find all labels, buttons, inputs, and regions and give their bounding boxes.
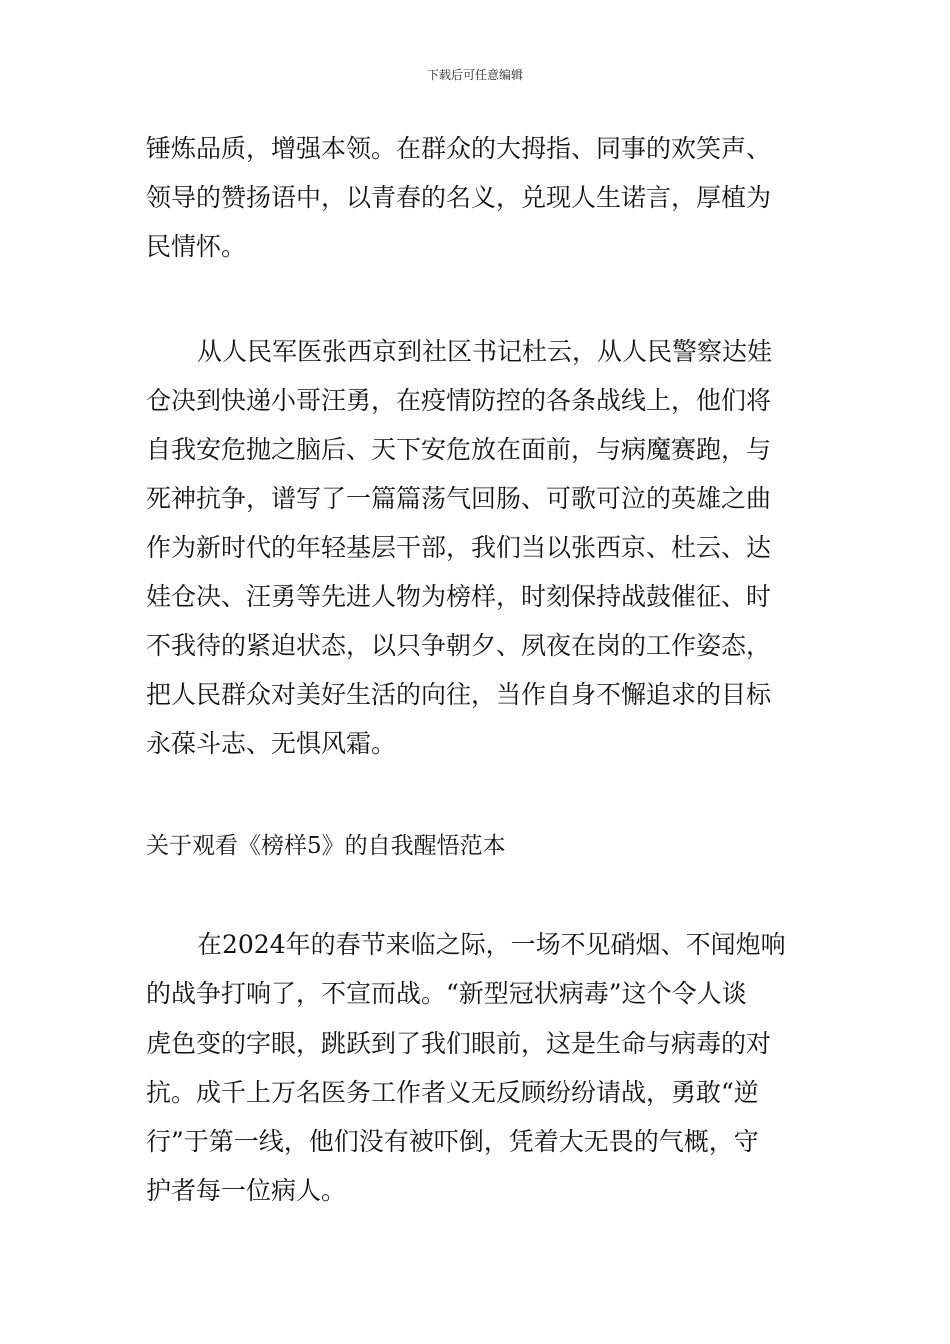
paragraph-line: 死神抗争，谱写了一篇篇荡气回肠、可歌可泣的英雄之曲	[146, 484, 772, 513]
paragraph-line: 锤炼品质，增强本领。在群众的大拇指、同事的欢笑声、	[146, 134, 772, 163]
paragraph-line: 作为新时代的年轻基层干部，我们当以张西京、杜云、达	[146, 533, 772, 562]
paragraph-line: 把人民群众对美好生活的向往，当作自身不懈追求的目标	[146, 680, 772, 709]
paragraph-line: 娃仓决、汪勇等先进人物为榜样，时刻保持战鼓催征、时	[146, 582, 772, 611]
paragraph-line: 自我安危抛之脑后、天下安危放在面前，与病魔赛跑，与	[146, 435, 772, 464]
paragraph-line: 民情怀。	[146, 232, 247, 261]
paragraph-line: 抗。成千上万名医务工作者义无反顾纷纷请战，勇敢“逆	[146, 1078, 759, 1107]
paragraph-line: 领导的赞扬语中，以青春的名义，兑现人生诺言，厚植为	[146, 183, 772, 212]
paragraph-line: 永葆斗志、无惧风霜。	[146, 729, 397, 758]
paragraph-line: 的战争打响了，不宣而战。“新型冠状病毒”这个令人谈	[146, 979, 747, 1008]
paragraph-line: 虎色变的字眼，跳跃到了我们眼前，这是生命与病毒的对	[146, 1029, 772, 1058]
header-note: 下载后可任意编辑	[426, 68, 523, 82]
paragraph-line: 在2024年的春节来临之际，一场不见硝烟、不闻炮响	[197, 930, 786, 959]
paragraph-line: 护者每一位病人。	[146, 1176, 347, 1205]
paragraph-line: 从人民军医张西京到社区书记杜云，从人民警察达娃	[197, 337, 773, 366]
paragraph-line: 行”于第一线，他们没有被吓倒，凭着大无畏的气概，守	[146, 1127, 759, 1156]
paragraph-line: 仓决到快递小哥汪勇，在疫情防控的各条战线上，他们将	[146, 386, 772, 415]
paragraph-line: 不我待的紧迫状态，以只争朝夕、夙夜在岗的工作姿态，	[146, 631, 772, 660]
section-title: 关于观看《榜样5》的自我醒悟范本	[146, 833, 506, 859]
